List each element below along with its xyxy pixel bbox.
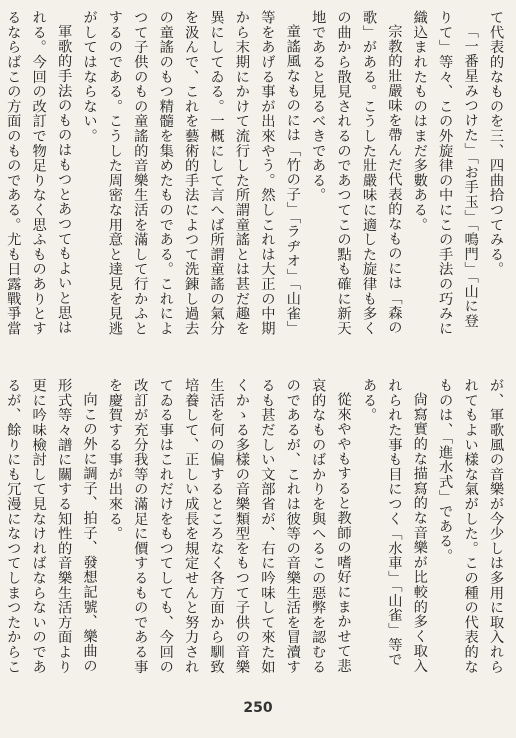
paragraph: 童謠風なものには「竹の子」「ラヂオ」「山雀」等をあげる事が出來やう。然しこれは大正の中期から末期にかけて流行した所謂童謠とは甚だ趣を異にしてゐる。一概にして言へば所謂童謠の氣分を汲んで、これを藝術的手法によつて洗錬し過去の童謠のもつ精髓を集めたものである。これによつて子供のもの童謠的音樂生活を滿して行かふとするのである。こうした周密な用意と達見を見逃がしてはならない。: [81, 10, 301, 336]
upper-text-block: [5, 10, 508, 340]
paragraph: 尙寫實的な描寫的な音樂が比較的多く取入れられた事も目につく「水車」「山雀」等である。: [360, 378, 428, 674]
closing-paragraph: [0, 378, 102, 678]
paragraph: 從來ややもすると教師の嗜好にまかせて悲哀的なものばかりを與へるこの惡弊を認むるのであるが、これは彼等の音樂生活を冒瀆するも甚だしい文部省が、右に吟味して來た如くかゝる多樣の音樂類型をもつて子供の音樂生活を何の偏するところなく各方面から馴致培養して、正しい成長を規定せんと努力されてゐる事はこれだけをもつてしても、今回の改訂が充分我等の滿足に價するものである事を慶賀する事が出來る。: [106, 378, 352, 674]
paragraph: 軍歌的手法のものはもつとあつてもよいと思はれる。今回の改訂で物足りなく思ふものありとするならばこの方面のものである。尤も日露戰爭當: [5, 10, 73, 336]
lower-text-block: [5, 378, 508, 678]
paragraph: 「一番星みつけた」「お手玉」「鳴門」「山に登りて」等々、この外旋律の中にこの手法の巧みに織込まれたものはまだ多數ある。: [411, 10, 479, 336]
page-number: 250: [243, 700, 273, 716]
paragraph: 宗教的壯嚴味を帶んだ代表的なものには「森の歌」がある。こうした壯嚴味に適した旋律も多くの曲から散見されるのであつてこの點も確に新天地であると見るべきである。: [310, 10, 403, 336]
paragraph: が、軍歌風の音樂が今少しは多用に取入れられてもよい樣な氣がした。この種の代表的なものは、「進水式」である。: [437, 378, 504, 674]
closing-text: 向この外に調子、拍子、發想記號、樂曲の形式等々譜に關する知性的音樂生活方面より更に吟味檢討して見なければならないのであるが、餘りにも冗漫になつてしまつたからこ: [5, 378, 98, 674]
paragraph: て代表的なものを三、四曲拾つてみる。: [488, 10, 504, 277]
